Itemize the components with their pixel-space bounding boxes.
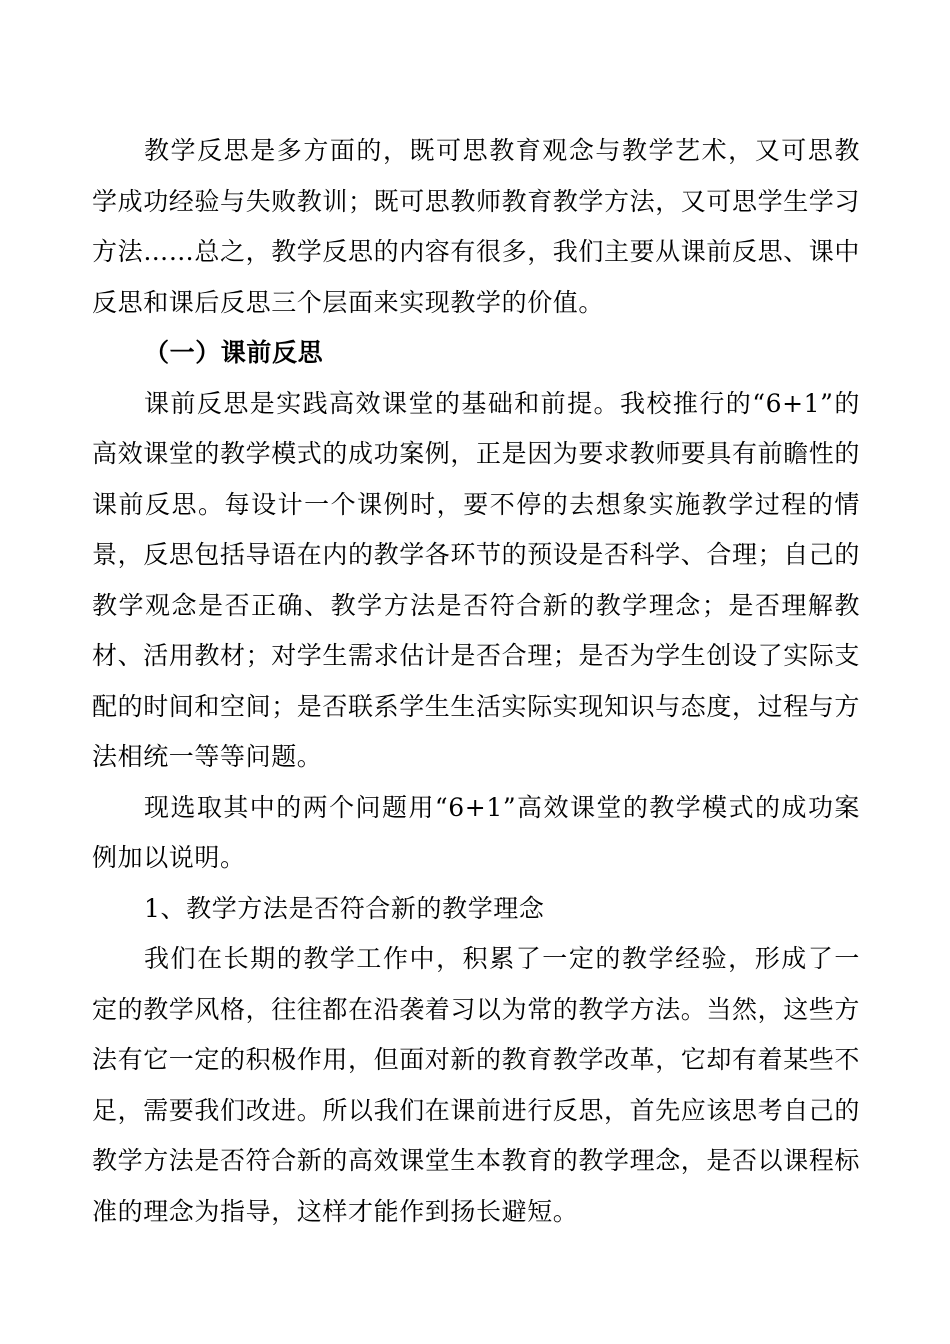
section-heading-pre-class-reflection: （一）课前反思	[144, 338, 324, 367]
document-page	[92, 126, 860, 1237]
paragraph-case-selection: 现选取其中的两个问题用“6+1”高效课堂的教学模式的成功案例加以说明。	[92, 792, 860, 872]
paragraph-intro: 教学反思是多方面的，既可思教育观念与教学艺术，又可思教学成功经验与失败教训；既可思教师教育教学方法，又可思学生学习方法……总之，教学反思的内容有很多，我们主要从课前反思、课中反思和课后反思三个层面来实现教学的价值。	[92, 136, 861, 317]
paragraph-teaching-method: 我们在长期的教学工作中，积累了一定的教学经验，形成了一定的教学风格，往往都在沿袭着习以为常的教学方法。当然，这些方法有它一定的积极作用，但面对新的教育教学改革，它却有着某些不足，需要我们改进。所以我们在课前进行反思，首先应该思考自己的教学方法是否符合新的高效课堂生本教育的教学理念，是否以课程标准的理念为指导，这样才能作到扬长避短。	[92, 944, 861, 1226]
paragraph-pre-class-reflection: 课前反思是实践高效课堂的基础和前提。我校推行的“6+1”的高效课堂的教学模式的成功案例，正是因为要求教师要具有前瞻性的课前反思。每设计一个课例时，要不停的去想象实施教学过程的情景，反思包括导语在内的教学各环节的预设是否科学、合理；自己的教学观念是否正确、教学方法是否符合新的教学理念；是否理解教材、活用教材；对学生需求估计是否合理；是否为学生创设了实际支配的时间和空间；是否联系学生生活实际实现知识与态度，过程与方法相统一等等问题。	[92, 388, 861, 771]
subheading-teaching-method: 1、教学方法是否符合新的教学理念	[144, 893, 545, 923]
